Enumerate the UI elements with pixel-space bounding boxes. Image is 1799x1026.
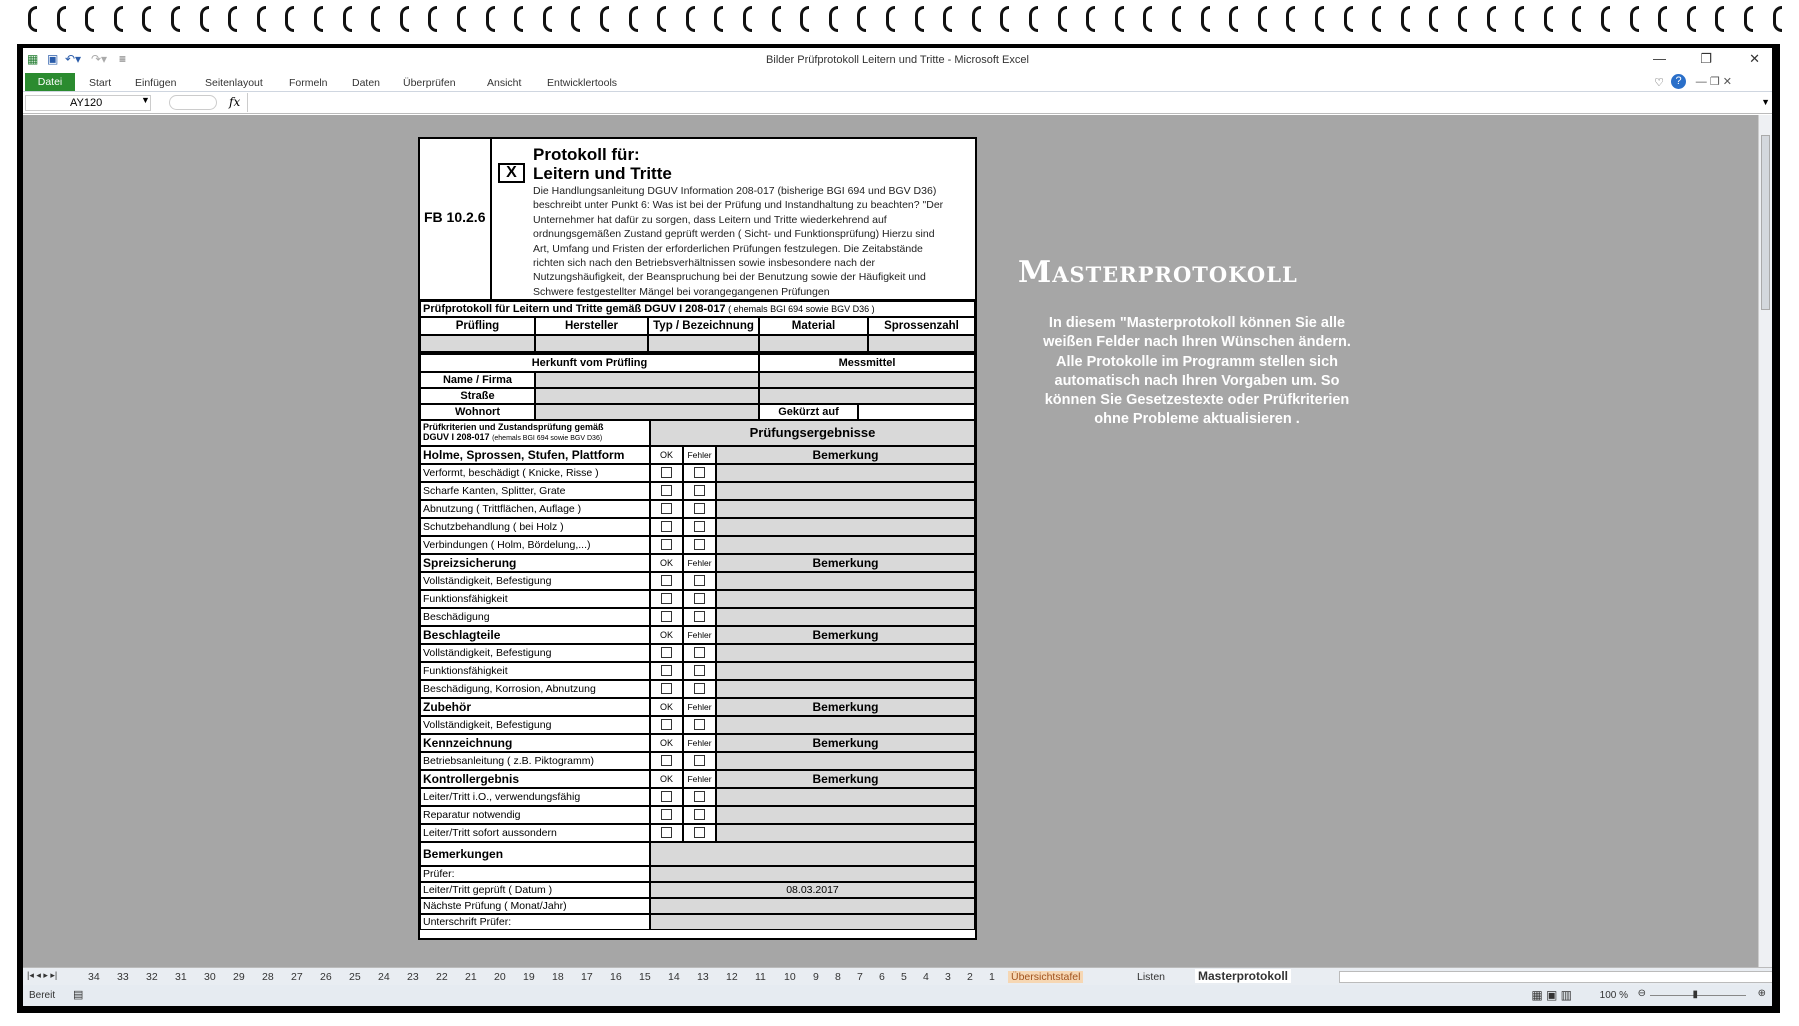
ribbon-tabs bbox=[23, 72, 1772, 92]
result-checkbox[interactable] bbox=[661, 719, 672, 730]
spiral-ring bbox=[1458, 6, 1467, 32]
result-checkbox[interactable] bbox=[661, 593, 672, 604]
result-checkbox[interactable] bbox=[694, 611, 705, 622]
remark-field[interactable] bbox=[716, 590, 975, 608]
sheet-tab[interactable]: 15 bbox=[639, 971, 651, 983]
window-frame bbox=[17, 44, 1780, 1013]
status-bar bbox=[23, 985, 1772, 1006]
remark-field[interactable] bbox=[716, 608, 975, 626]
spiral-ring bbox=[943, 6, 952, 32]
criterion-item: Vollständigkeit, Befestigung bbox=[420, 716, 650, 734]
sheet-tab[interactable]: Übersichtstafel bbox=[1008, 971, 1083, 983]
spiral-ring bbox=[1029, 6, 1038, 32]
tab-formeln[interactable]: Formeln bbox=[289, 77, 328, 89]
result-checkbox[interactable] bbox=[661, 503, 672, 514]
criterion-item: Leiter/Tritt i.O., verwendungsfähig bbox=[420, 788, 650, 806]
remark-field[interactable] bbox=[716, 482, 975, 500]
spiral-ring bbox=[1372, 6, 1381, 32]
remark-field[interactable] bbox=[716, 680, 975, 698]
spiral-ring bbox=[829, 6, 838, 32]
section-title: Zubehör bbox=[420, 698, 650, 716]
result-checkbox[interactable] bbox=[661, 539, 672, 550]
sheet-tab[interactable]: 17 bbox=[581, 971, 593, 983]
tab-seitenlayout[interactable]: Seitenlayout bbox=[205, 77, 263, 89]
spiral-ring bbox=[1715, 6, 1724, 32]
result-checkbox[interactable] bbox=[694, 809, 705, 820]
sheet-tab[interactable]: 23 bbox=[407, 971, 419, 983]
criteria-line2 bbox=[423, 432, 649, 444]
section-title: Spreizsicherung bbox=[420, 554, 650, 572]
section-title: Kennzeichnung bbox=[420, 734, 650, 752]
spiral-ring bbox=[1115, 6, 1124, 32]
tab-daten[interactable]: Daten bbox=[352, 77, 381, 89]
view-mode-icons[interactable]: ▦ ▣ ▥ bbox=[1531, 988, 1572, 1002]
criteria-line1: Prüfkriterien und Zustandsprüfung gemäß bbox=[423, 422, 604, 432]
tab-einfuegen[interactable]: Einfügen bbox=[135, 77, 177, 89]
spiral-ring bbox=[1315, 6, 1324, 32]
ok-header: OK bbox=[650, 446, 683, 464]
criterion-item: Verformt, beschädigt ( Knicke, Risse ) bbox=[420, 464, 650, 482]
workbook-window-controls[interactable]: — ❐ ✕ bbox=[1695, 76, 1732, 88]
spiral-ring bbox=[371, 6, 380, 32]
mark-box[interactable]: X bbox=[498, 163, 525, 183]
sheet-tab[interactable]: 6 bbox=[879, 971, 885, 983]
sheet-tab[interactable]: Masterprotokoll bbox=[1195, 969, 1291, 983]
column-header: Hersteller bbox=[535, 317, 648, 335]
remark-field[interactable] bbox=[716, 500, 975, 518]
tab-ansicht[interactable]: Ansicht bbox=[487, 77, 522, 89]
title-bar bbox=[23, 48, 1772, 72]
address-field[interactable] bbox=[535, 372, 759, 388]
spiral-ring bbox=[600, 6, 609, 32]
criteria-header bbox=[420, 420, 650, 446]
result-checkbox[interactable] bbox=[694, 755, 705, 766]
formula-bar-resize[interactable] bbox=[169, 95, 217, 110]
sheet-tab[interactable]: 32 bbox=[146, 971, 158, 983]
master-description: In diesem "Masterprotokoll können Sie alle weißen Felder nach Ihren Wünschen ändern. Alle Protokolle im Programm stellen sich automatisch nach Ihren Vorgaben um. So können Sie Gesetzestexte oder Prüfkriterien ohne Probleme aktualisieren . bbox=[1043, 315, 1351, 428]
address-label: Wohnort bbox=[420, 404, 535, 420]
spiral-ring bbox=[886, 6, 895, 32]
close-icon[interactable]: ✕ bbox=[1749, 51, 1760, 66]
protocol-note: ( ehemals BGI 694 sowie BGV D36 ) bbox=[725, 304, 875, 314]
address-label: Straße bbox=[420, 388, 535, 404]
spiral-ring bbox=[543, 6, 552, 32]
result-checkbox[interactable] bbox=[694, 485, 705, 496]
horizontal-scrollbar[interactable] bbox=[1339, 971, 1772, 983]
sheet-tab[interactable]: 21 bbox=[465, 971, 477, 983]
result-checkbox[interactable] bbox=[694, 593, 705, 604]
spiral-ring bbox=[1344, 6, 1353, 32]
zoom-slider[interactable] bbox=[1650, 995, 1746, 996]
bemerkung-header: Bemerkung bbox=[716, 734, 975, 752]
spiral-ring bbox=[457, 6, 466, 32]
footer-value[interactable] bbox=[650, 898, 975, 914]
sheet-nav-arrows[interactable]: |◂ ◂ ▸ ▸| bbox=[27, 970, 58, 980]
spiral-ring bbox=[514, 6, 523, 32]
result-checkbox[interactable] bbox=[661, 485, 672, 496]
criteria-note: (ehemals BGI 694 sowie BGV D36) bbox=[492, 435, 603, 442]
status-text: Bereit bbox=[29, 990, 56, 1001]
heading-leitern: Leitern und Tritte bbox=[533, 164, 672, 183]
device-field[interactable] bbox=[759, 335, 868, 352]
criterion-item: Verbindungen ( Holm, Bördelung,...) bbox=[420, 536, 650, 554]
spiral-ring bbox=[114, 6, 123, 32]
tab-ueberpruefen[interactable]: Überprüfen bbox=[403, 77, 456, 89]
spiral-ring bbox=[629, 6, 638, 32]
result-checkbox[interactable] bbox=[694, 719, 705, 730]
sheet-tab[interactable]: 4 bbox=[923, 971, 929, 983]
column-header: Typ / Bezeichnung bbox=[648, 317, 759, 335]
window-title: Bilder Prüfprotokoll Leitern und Tritte - Microsoft Excel bbox=[766, 54, 1029, 66]
criterion-item: Beschädigung bbox=[420, 608, 650, 626]
remark-field[interactable] bbox=[716, 572, 975, 590]
spiral-ring bbox=[1515, 6, 1524, 32]
sheet-tab-bar bbox=[23, 967, 1772, 985]
gekuerzt-label: Gekürzt auf bbox=[759, 404, 858, 420]
sheet-tab[interactable]: 33 bbox=[117, 971, 129, 983]
fehler-header: Fehler bbox=[683, 554, 716, 572]
excel-window bbox=[23, 48, 1772, 1006]
result-checkbox[interactable] bbox=[694, 521, 705, 532]
result-checkbox[interactable] bbox=[694, 575, 705, 586]
bemerkungen-field[interactable] bbox=[650, 842, 975, 866]
spiral-ring bbox=[1773, 6, 1782, 32]
function-icon[interactable]: fx bbox=[229, 95, 241, 109]
name-box-dropdown-icon[interactable]: ▼ bbox=[141, 95, 150, 105]
footer-label: Nächste Prüfung ( Monat/Jahr) bbox=[420, 898, 650, 914]
zoom-slider-thumb[interactable]: ▮ bbox=[1692, 989, 1698, 1000]
remark-field[interactable] bbox=[716, 464, 975, 482]
spiral-ring bbox=[1086, 6, 1095, 32]
remark-field[interactable] bbox=[716, 716, 975, 734]
device-field[interactable] bbox=[535, 335, 648, 352]
formula-bar bbox=[23, 92, 1772, 114]
messmittel-field[interactable] bbox=[759, 388, 975, 404]
spiral-ring bbox=[800, 6, 809, 32]
messmittel-field[interactable] bbox=[759, 372, 975, 388]
result-checkbox[interactable] bbox=[694, 683, 705, 694]
spiral-ring bbox=[571, 6, 580, 32]
criterion-item: Vollständigkeit, Befestigung bbox=[420, 572, 650, 590]
sheet-tab[interactable]: 10 bbox=[784, 971, 796, 983]
spiral-ring bbox=[285, 6, 294, 32]
sheet-tab[interactable]: 30 bbox=[204, 971, 216, 983]
spiral-ring bbox=[915, 6, 924, 32]
sheet-tab[interactable]: 11 bbox=[755, 971, 766, 983]
ok-header: OK bbox=[650, 554, 683, 572]
bemerkungen-label: Bemerkungen bbox=[420, 842, 650, 866]
spiral-ring bbox=[1744, 6, 1753, 32]
intro-line: Die Handlungsanleitung DGUV Information 208-017 (bisherige BGI 694 und BGV D36) bbox=[533, 185, 937, 197]
spiral-ring bbox=[85, 6, 94, 32]
tab-start[interactable]: Start bbox=[89, 77, 112, 89]
spiral-ring bbox=[1401, 6, 1410, 32]
sheet-tab[interactable]: 8 bbox=[835, 971, 841, 983]
device-field[interactable] bbox=[420, 335, 535, 352]
fehler-header: Fehler bbox=[683, 626, 716, 644]
macro-record-icon[interactable]: ▤ bbox=[73, 989, 84, 1001]
spiral-ring bbox=[1258, 6, 1267, 32]
criterion-item: Reparatur notwendig bbox=[420, 806, 650, 824]
excel-icon[interactable]: ▦ bbox=[27, 52, 39, 66]
result-checkbox[interactable] bbox=[694, 647, 705, 658]
section-title: Kontrollergebnis bbox=[420, 770, 650, 788]
ok-header: OK bbox=[650, 734, 683, 752]
fehler-header: Fehler bbox=[683, 770, 716, 788]
collapse-ribbon-icon[interactable]: ♡ bbox=[1654, 77, 1664, 89]
gekuerzt-field[interactable] bbox=[858, 404, 975, 420]
spiral-ring bbox=[142, 6, 151, 32]
section-title: Holme, Sprossen, Stufen, Plattform bbox=[420, 446, 650, 464]
result-checkbox[interactable] bbox=[661, 467, 672, 478]
sheet-tab[interactable]: Listen bbox=[1137, 971, 1166, 983]
remark-field[interactable] bbox=[716, 824, 975, 842]
sheet-tab[interactable]: 25 bbox=[349, 971, 361, 983]
spiral-ring bbox=[1572, 6, 1581, 32]
result-checkbox[interactable] bbox=[661, 611, 672, 622]
spiral-ring bbox=[1544, 6, 1553, 32]
intro-line: Art, Umfang und Fristen der erforderlichen Prüfungen festzulegen. Die Zeitabstände bbox=[533, 242, 923, 255]
sheet-tab[interactable]: 7 bbox=[857, 971, 863, 983]
bemerkung-header: Bemerkung bbox=[716, 446, 975, 464]
spiral-ring bbox=[400, 6, 409, 32]
sheet-tab[interactable]: 5 bbox=[901, 971, 907, 983]
address-label: Name / Firma bbox=[420, 372, 535, 388]
customize-qat-icon[interactable]: ≡ bbox=[119, 52, 127, 66]
address-field[interactable] bbox=[535, 404, 759, 420]
expand-formula-icon[interactable]: ▼ bbox=[1761, 97, 1770, 107]
spiral-ring bbox=[1601, 6, 1610, 32]
device-field[interactable] bbox=[648, 335, 759, 352]
result-checkbox[interactable] bbox=[694, 467, 705, 478]
sheet-tab[interactable]: 16 bbox=[610, 971, 622, 983]
spiral-binding bbox=[0, 0, 1799, 44]
result-checkbox[interactable] bbox=[661, 521, 672, 532]
tab-datei[interactable]: Datei bbox=[25, 73, 75, 91]
sheet-tab[interactable]: 27 bbox=[291, 971, 303, 983]
sheet-tab[interactable]: 26 bbox=[320, 971, 332, 983]
criterion-item: Abnutzung ( Trittflächen, Auflage ) bbox=[420, 500, 650, 518]
vertical-scrollbar[interactable] bbox=[1758, 115, 1772, 967]
device-field[interactable] bbox=[868, 335, 975, 352]
ok-header: OK bbox=[650, 626, 683, 644]
spiral-ring bbox=[1229, 6, 1238, 32]
sheet-tab[interactable]: 29 bbox=[233, 971, 245, 983]
ok-header: OK bbox=[650, 770, 683, 788]
form-header bbox=[492, 139, 976, 301]
footer-label: Unterschrift Prüfer: bbox=[420, 914, 650, 930]
result-checkbox[interactable] bbox=[694, 665, 705, 676]
criterion-item: Funktionsfähigkeit bbox=[420, 590, 650, 608]
results-header: Prüfungsergebnisse bbox=[650, 420, 975, 446]
spiral-ring bbox=[714, 6, 723, 32]
fehler-header: Fehler bbox=[683, 734, 716, 752]
spiral-ring bbox=[228, 6, 237, 32]
spiral-ring bbox=[772, 6, 781, 32]
sheet-tab[interactable]: 13 bbox=[697, 971, 709, 983]
spiral-ring bbox=[1201, 6, 1210, 32]
bemerkung-header: Bemerkung bbox=[716, 770, 975, 788]
spiral-ring bbox=[57, 6, 66, 32]
criteria-standard: DGUV I 208-017 bbox=[423, 432, 490, 442]
result-checkbox[interactable] bbox=[661, 647, 672, 658]
intro-line: ordnungsgemäßen Zustand geprüft werden ( Sicht- und Funktionsprüfung) Hierzu sind bbox=[533, 228, 935, 241]
name-box[interactable]: AY120 bbox=[25, 95, 151, 111]
sheet-tab[interactable]: 14 bbox=[668, 971, 680, 983]
sheet-tab[interactable]: 9 bbox=[813, 971, 819, 983]
footer-label: Prüfer: bbox=[420, 866, 650, 882]
spiral-ring bbox=[1172, 6, 1181, 32]
result-checkbox[interactable] bbox=[661, 665, 672, 676]
remark-field[interactable] bbox=[716, 752, 975, 770]
zoom-out-icon[interactable]: ⊖ bbox=[1637, 988, 1646, 999]
criterion-item: Leiter/Tritt sofort aussondern bbox=[420, 824, 650, 842]
intro-line: Nutzungshäufigkeit, der Beanspruchung bei der Benutzung sowie der Häufigkeit und bbox=[533, 271, 926, 284]
result-checkbox[interactable] bbox=[661, 827, 672, 838]
zoom-level[interactable]: 100 % bbox=[1599, 990, 1628, 1001]
inspection-form bbox=[418, 137, 977, 940]
spiral-ring bbox=[486, 6, 495, 32]
sheet-tab[interactable]: 18 bbox=[552, 971, 564, 983]
column-header: Material bbox=[759, 317, 868, 335]
spiral-ring bbox=[743, 6, 752, 32]
restore-icon[interactable]: ❐ bbox=[1700, 51, 1712, 66]
sheet-tab[interactable]: 12 bbox=[726, 971, 738, 983]
spiral-ring bbox=[257, 6, 266, 32]
spiral-ring bbox=[1487, 6, 1496, 32]
spiral-ring bbox=[200, 6, 209, 32]
result-checkbox[interactable] bbox=[694, 503, 705, 514]
worksheet-area[interactable] bbox=[23, 115, 1758, 967]
criterion-item: Scharfe Kanten, Splitter, Grate bbox=[420, 482, 650, 500]
sheet-tab[interactable]: 19 bbox=[523, 971, 535, 983]
sheet-tab[interactable]: 2 bbox=[967, 971, 973, 983]
result-checkbox[interactable] bbox=[661, 575, 672, 586]
form-code-cell bbox=[420, 139, 492, 301]
messmittel-header: Messmittel bbox=[759, 354, 975, 372]
spiral-ring bbox=[314, 6, 323, 32]
spiral-ring bbox=[1058, 6, 1067, 32]
zoom-in-icon[interactable]: ⊕ bbox=[1757, 988, 1766, 999]
remark-field[interactable] bbox=[716, 518, 975, 536]
spiral-ring bbox=[1000, 6, 1009, 32]
save-icon[interactable]: ▣ bbox=[47, 52, 59, 66]
criterion-item: Betriebsanleitung ( z.B. Piktogramm) bbox=[420, 752, 650, 770]
criterion-item: Funktionsfähigkeit bbox=[420, 662, 650, 680]
remark-field[interactable] bbox=[716, 662, 975, 680]
sheet-tab[interactable]: 28 bbox=[262, 971, 274, 983]
result-checkbox[interactable] bbox=[661, 755, 672, 766]
intro-line: Unternehmer hat dafür zu sorgen, dass Leitern und Tritte wiederkehrend auf bbox=[533, 213, 887, 226]
protocol-title bbox=[420, 301, 975, 317]
spiral-ring bbox=[1143, 6, 1152, 32]
intro-text bbox=[533, 184, 943, 299]
footer-value[interactable]: 08.03.2017 bbox=[650, 882, 975, 898]
criterion-item: Beschädigung, Korrosion, Abnutzung bbox=[420, 680, 650, 698]
remark-field[interactable] bbox=[716, 788, 975, 806]
vertical-scroll-thumb[interactable] bbox=[1761, 135, 1770, 310]
remark-field[interactable] bbox=[716, 806, 975, 824]
column-header: Prüfling bbox=[420, 317, 535, 335]
spiral-ring bbox=[857, 6, 866, 32]
intro-line: richten sich nach den Betriebsverhältnissen sowie insbesondere nach der bbox=[533, 257, 876, 270]
intro-line: beschreibt unter Punkt 6: Was ist bei der Prüfung und Instandhaltung zu beachten? "Der bbox=[533, 199, 944, 212]
spiral-ring bbox=[1687, 6, 1696, 32]
result-checkbox[interactable] bbox=[661, 683, 672, 694]
tab-entwicklertools[interactable]: Entwicklertools bbox=[547, 77, 618, 89]
minimize-icon[interactable]: — bbox=[1653, 51, 1666, 66]
result-checkbox[interactable] bbox=[694, 827, 705, 838]
criterion-item: Vollständigkeit, Befestigung bbox=[420, 644, 650, 662]
herkunft-header: Herkunft vom Prüfling bbox=[420, 354, 759, 372]
help-icon[interactable]: ? bbox=[1671, 74, 1686, 89]
formula-input[interactable] bbox=[247, 93, 1760, 112]
undo-icon[interactable]: ↶▾ bbox=[65, 52, 82, 66]
footer-value[interactable] bbox=[650, 866, 975, 882]
fehler-header: Fehler bbox=[683, 698, 716, 716]
result-checkbox[interactable] bbox=[661, 809, 672, 820]
intro-line: Schwere festgestellter Mängel bei vorangegangenen Prüfungen bbox=[533, 285, 830, 298]
section-title: Beschlagteile bbox=[420, 626, 650, 644]
spiral-ring bbox=[1286, 6, 1295, 32]
spiral-ring bbox=[1429, 6, 1438, 32]
heading-protokoll: Protokoll für: bbox=[533, 145, 640, 164]
sheet-tab[interactable]: 24 bbox=[378, 971, 390, 983]
spiral-ring bbox=[657, 6, 666, 32]
result-checkbox[interactable] bbox=[694, 791, 705, 802]
form-code: FB 10.2.6 bbox=[424, 209, 486, 225]
result-checkbox[interactable] bbox=[661, 791, 672, 802]
master-title: Masterprotokoll bbox=[1018, 255, 1298, 290]
spiral-ring bbox=[972, 6, 981, 32]
remark-field[interactable] bbox=[716, 644, 975, 662]
spiral-ring bbox=[28, 6, 37, 32]
redo-icon[interactable]: ↷▾ bbox=[91, 52, 108, 66]
bemerkung-header: Bemerkung bbox=[716, 626, 975, 644]
address-field[interactable] bbox=[535, 388, 759, 404]
footer-value[interactable] bbox=[650, 914, 975, 930]
bemerkung-header: Bemerkung bbox=[716, 554, 975, 572]
spiral-ring bbox=[171, 6, 180, 32]
remark-field[interactable] bbox=[716, 536, 975, 554]
spiral-ring bbox=[1630, 6, 1639, 32]
footer-label: Leiter/Tritt geprüft ( Datum ) bbox=[420, 882, 650, 898]
sheet-tab[interactable]: 34 bbox=[88, 971, 100, 983]
spiral-ring bbox=[343, 6, 352, 32]
spiral-ring bbox=[428, 6, 437, 32]
sheet-tab[interactable]: 22 bbox=[436, 971, 448, 983]
protocol-title-text: Prüfprotokoll für Leitern und Tritte gemäß DGUV I 208-017 bbox=[423, 303, 726, 315]
sheet-tab[interactable]: 20 bbox=[494, 971, 506, 983]
criterion-item: Schutzbehandlung ( bei Holz ) bbox=[420, 518, 650, 536]
spiral-ring bbox=[686, 6, 695, 32]
sheet-tab[interactable]: 31 bbox=[175, 971, 187, 983]
fehler-header: Fehler bbox=[683, 446, 716, 464]
sheet-tab[interactable]: 3 bbox=[945, 971, 951, 983]
bemerkung-header: Bemerkung bbox=[716, 698, 975, 716]
column-header: Sprossenzahl bbox=[868, 317, 975, 335]
spiral-ring bbox=[1658, 6, 1667, 32]
sheet-tab[interactable]: 1 bbox=[989, 971, 995, 983]
ok-header: OK bbox=[650, 698, 683, 716]
result-checkbox[interactable] bbox=[694, 539, 705, 550]
